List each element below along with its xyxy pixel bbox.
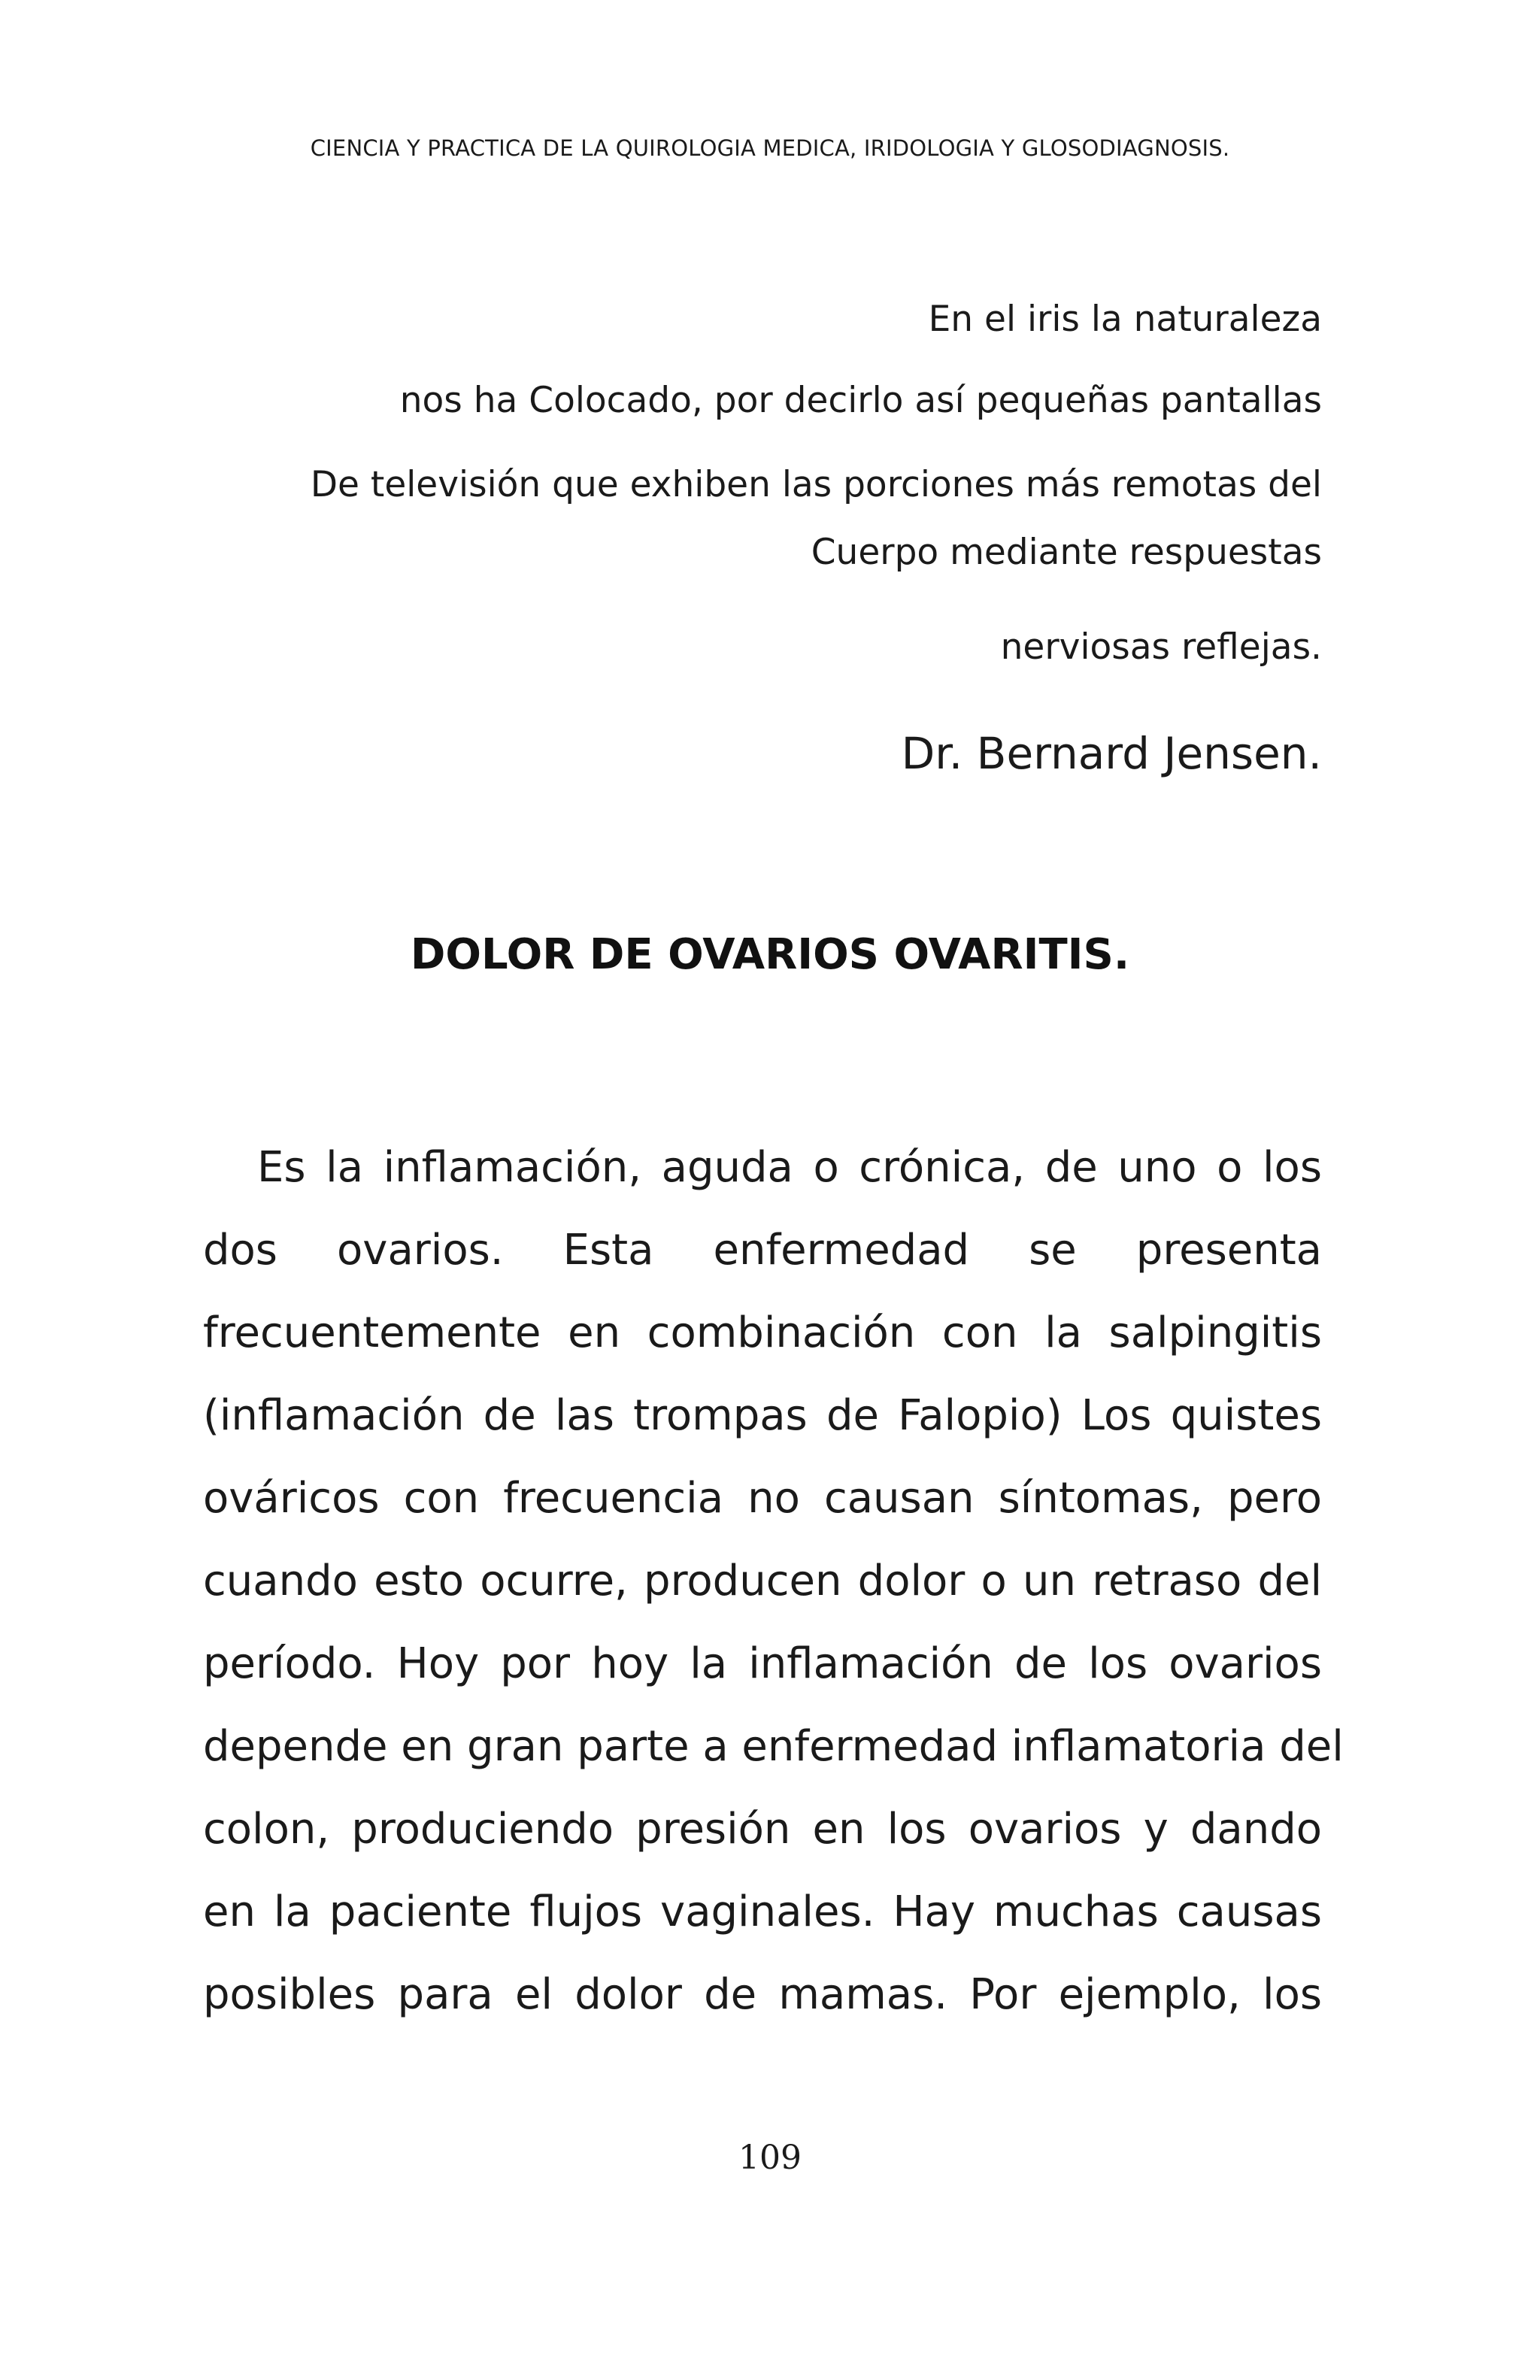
epigraph-quote <box>203 297 1322 670</box>
paragraph-line: cuando esto ocurre, producen dolor o un retraso del <box>203 1557 1322 1605</box>
paragraph-line: ováricos con frecuencia no causan síntomas, pero <box>203 1474 1322 1523</box>
paragraph-line: frecuentemente en combinación con la salpingitis <box>203 1308 1322 1357</box>
paragraph-line: (inflamación de las trompas de Falopio) Los quistes <box>203 1391 1322 1440</box>
epigraph-line: De televisión que exhiben las porciones más remotas del <box>310 464 1322 505</box>
paragraph-line: colon, produciendo presión en los ovarios y dando <box>203 1805 1322 1854</box>
running-header: CIENCIA Y PRACTICA DE LA QUIROLOGIA MEDICA, IRIDOLOGIA Y GLOSODIAGNOSIS. <box>310 135 1230 161</box>
paragraph-line: posibles para el dolor de mamas. Por ejemplo, los <box>203 1970 1322 2019</box>
epigraph-line: nerviosas reflejas. <box>1000 626 1322 668</box>
page-number: 109 <box>738 2139 802 2177</box>
paragraph-line: depende en gran parte a enfermedad inflamatoria del <box>203 1722 1344 1771</box>
epigraph-line: En el iris la naturaleza <box>928 299 1322 340</box>
body-paragraph <box>203 1126 1344 2036</box>
paragraph-line: Es la inflamación, aguda o crónica, de uno o los <box>257 1143 1322 1192</box>
paragraph-line: dos ovarios. Esta enfermedad se presenta <box>203 1226 1322 1275</box>
epigraph-author: Dr. Bernard Jensen. <box>901 728 1322 779</box>
paragraph-line: período. Hoy por hoy la inflamación de los ovarios <box>203 1639 1322 1688</box>
epigraph-line: nos ha Colocado, por decirlo así pequeñas pantallas <box>399 380 1322 421</box>
section-title: DOLOR DE OVARIOS OVARITIS. <box>410 930 1130 979</box>
epigraph-line: Cuerpo mediante respuestas <box>811 532 1322 573</box>
paragraph-line: en la paciente flujos vaginales. Hay muchas causas <box>203 1887 1322 1936</box>
